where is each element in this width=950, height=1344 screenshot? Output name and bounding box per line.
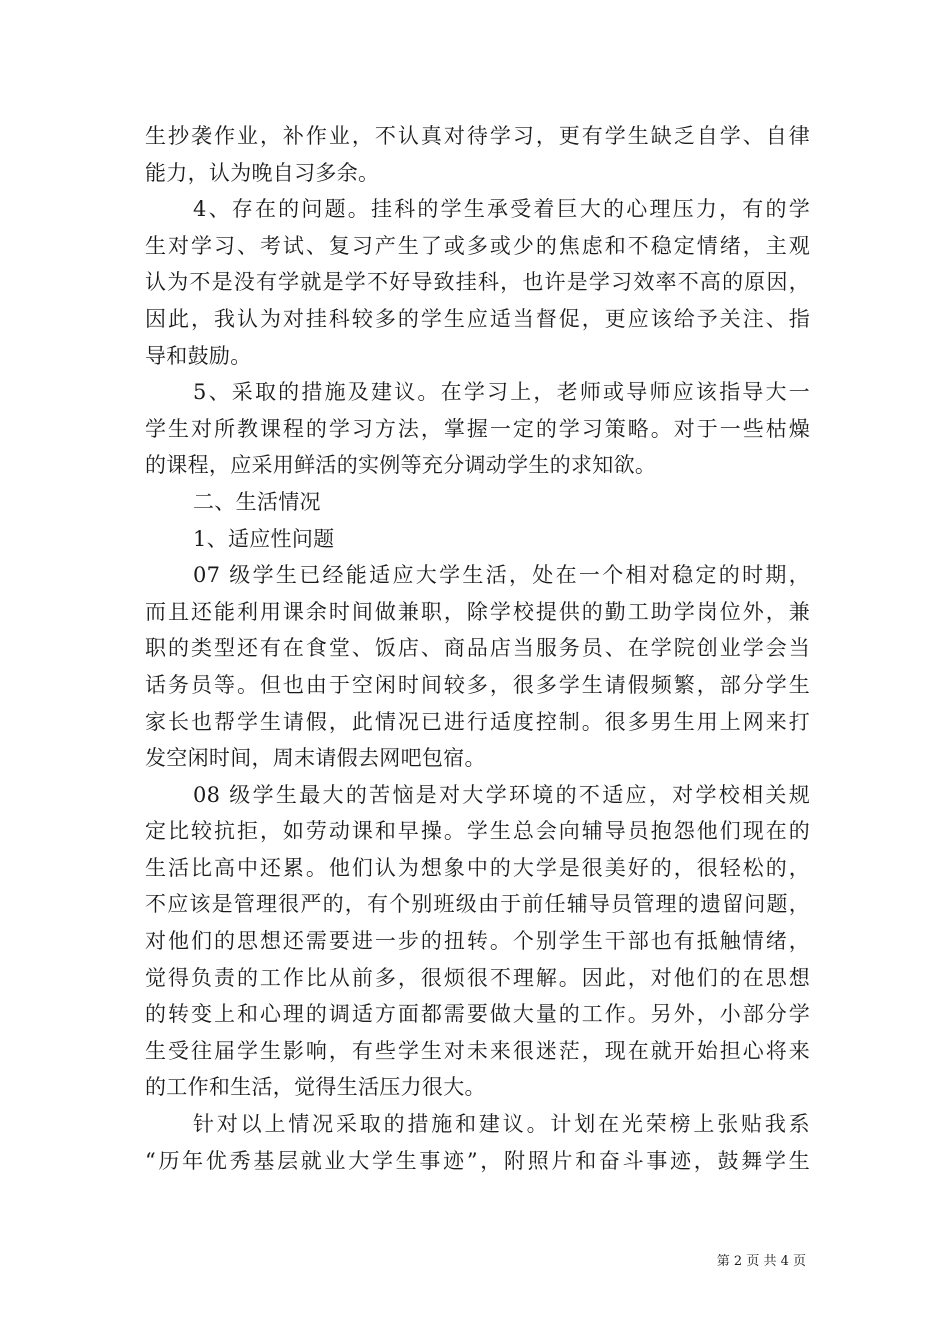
paragraph bbox=[145, 521, 810, 558]
text-line: 定比较抗拒，如劳动课和早操。学生总会向辅导员抱怨他们现在的 bbox=[145, 819, 810, 844]
text-line: 5、采取的措施及建议。在学习上，老师或导师应该指导大一 bbox=[193, 380, 810, 405]
paragraph bbox=[145, 374, 810, 484]
text-line: 生对学习、考试、复习产生了或多或少的焦虑和不稳定情绪，主观 bbox=[145, 233, 810, 258]
page-number: 第 2 页 共 4 页 bbox=[716, 1254, 806, 1269]
document-body bbox=[145, 118, 810, 1179]
text-line: 学生对所教课程的学习方法，掌握一定的学习策略。对于一些枯燥 bbox=[145, 416, 810, 441]
text-line: 07 级学生已经能适应大学生活，处在一个相对稳定的时期， bbox=[193, 563, 810, 588]
text-line: 对他们的思想还需要进一步的扭转。个别学生干部也有抵触情绪， bbox=[145, 929, 810, 954]
text-line: 4、存在的问题。挂科的学生承受着巨大的心理压力，有的学 bbox=[193, 197, 810, 222]
text-line: 职的类型还有在食堂、饭店、商品店当服务员、在学院创业学会当 bbox=[145, 636, 810, 661]
text-line: 家长也帮学生请假，此情况已进行适度控制。很多男生用上网来打 bbox=[145, 709, 810, 734]
text-line: 导和鼓励。 bbox=[145, 343, 252, 368]
text-line: 08 级学生最大的苦恼是对大学环境的不适应，对学校相关规 bbox=[193, 782, 810, 807]
text-line: 认为不是没有学就是学不好导致挂科，也许是学习效率不高的原因， bbox=[145, 270, 810, 295]
text-line: 话务员等。但也由于空闲时间较多，很多学生请假频繁，部分学生 bbox=[145, 672, 810, 697]
text-line: 生活比高中还累。他们认为想象中的大学是很美好的，很轻松的， bbox=[145, 855, 810, 880]
paragraph bbox=[145, 118, 810, 191]
paragraph bbox=[145, 557, 810, 777]
text-line: 发空闲时间，周末请假去网吧包宿。 bbox=[145, 746, 486, 771]
text-line: 因此，我认为对挂科较多的学生应适当督促，更应该给予关注、指 bbox=[145, 306, 810, 331]
text-line: 的课程，应采用鲜活的实例等充分调动学生的求知欲。 bbox=[145, 453, 657, 478]
paragraph bbox=[145, 1106, 810, 1179]
text-line: 的工作和生活，觉得生活压力很大。 bbox=[145, 1075, 486, 1100]
paragraph bbox=[145, 777, 810, 1106]
text-line: 不应该是管理很严的，有个别班级由于前任辅导员管理的遗留问题， bbox=[145, 892, 810, 917]
text-line: 生受往届学生影响，有些学生对未来很迷茫，现在就开始担心将来 bbox=[145, 1038, 810, 1063]
text-line: “历年优秀基层就业大学生事迹”，附照片和奋斗事迹，鼓舞学生 bbox=[145, 1148, 810, 1173]
text-line: 觉得负责的工作比从前多，很烦很不理解。因此，对他们的在思想 bbox=[145, 965, 810, 990]
text-line: 生抄袭作业，补作业，不认真对待学习，更有学生缺乏自学、自律 bbox=[145, 124, 810, 148]
text-line: 二、生活情况 bbox=[193, 489, 321, 514]
text-line: 针对以上情况采取的措施和建议。计划在光荣榜上张贴我系 bbox=[193, 1112, 810, 1137]
text-line: 能力，认为晚自习多余。 bbox=[145, 160, 380, 185]
text-line: 的转变上和心理的调适方面都需要做大量的工作。另外，小部分学 bbox=[145, 1002, 810, 1027]
paragraph bbox=[145, 484, 810, 521]
paragraph bbox=[145, 191, 810, 374]
text-line: 而且还能利用课余时间做兼职，除学校提供的勤工助学岗位外，兼 bbox=[145, 599, 810, 624]
text-line: 1、适应性问题 bbox=[193, 526, 335, 551]
